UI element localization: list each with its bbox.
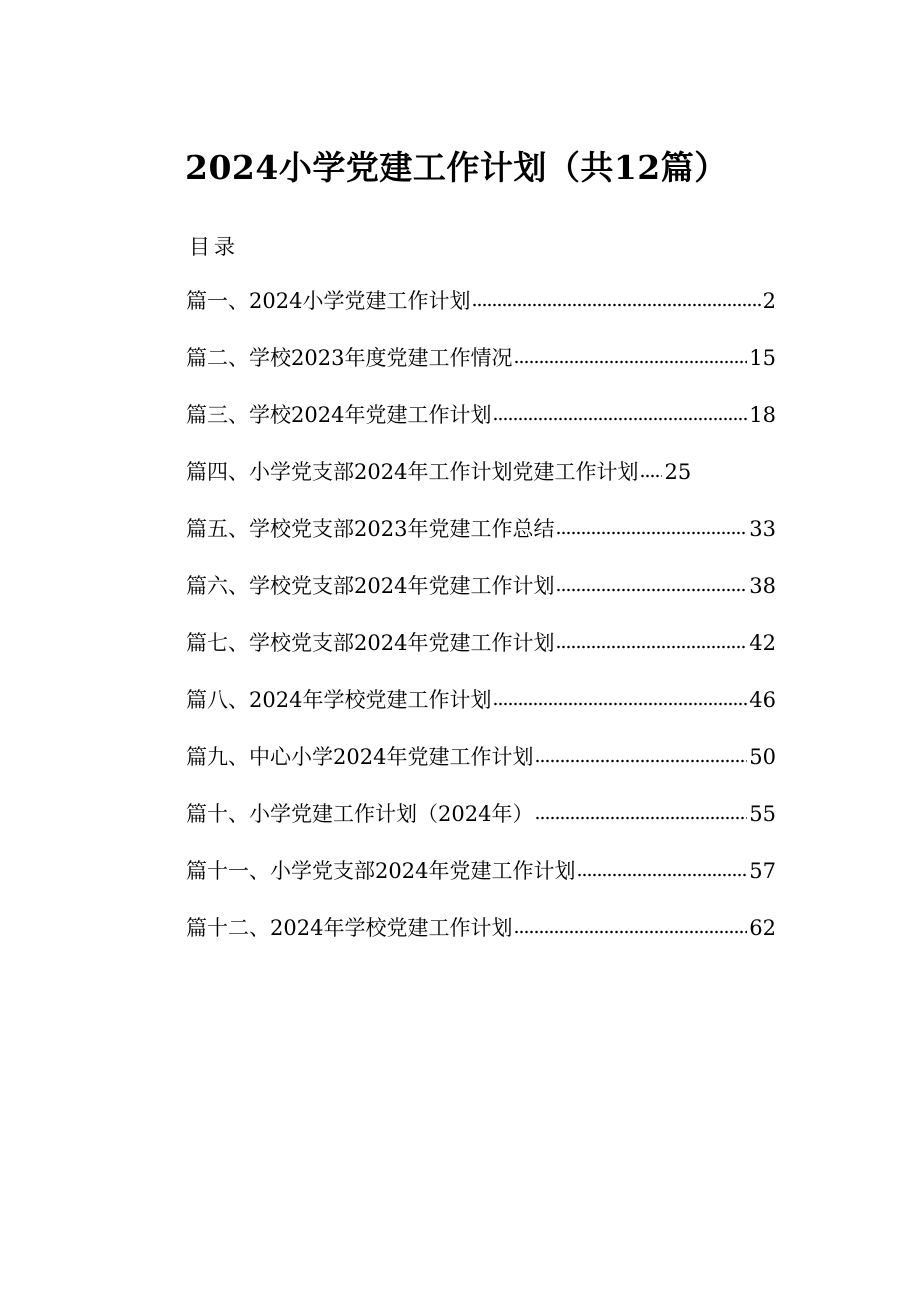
- toc-entry[interactable]: [186, 912, 776, 969]
- toc-entry[interactable]: [186, 798, 776, 855]
- toc-entry[interactable]: [186, 399, 776, 456]
- toc-entry-page: 2: [762, 289, 776, 313]
- toc-entry-page: 42: [749, 631, 776, 655]
- toc-entry[interactable]: [186, 741, 776, 798]
- toc-entry-page: 38: [749, 574, 776, 598]
- toc-entry[interactable]: [186, 456, 776, 513]
- toc-leader-dots: [577, 855, 747, 877]
- toc-entry[interactable]: [186, 342, 776, 399]
- toc-leader-dots: [640, 456, 662, 478]
- toc-entry-page: 15: [749, 346, 776, 370]
- toc-leader-dots: [472, 285, 760, 307]
- toc-entry-label: 篇二、学校2023年度党建工作情况: [186, 346, 513, 370]
- toc-entry-page: 46: [749, 688, 776, 712]
- toc-entry-label: 篇五、学校党支部2023年党建工作总结: [186, 517, 555, 541]
- toc-entry-label: 篇七、学校党支部2024年党建工作计划: [186, 631, 555, 655]
- toc-leader-dots: [535, 798, 747, 820]
- toc-entry-page: 55: [749, 802, 776, 826]
- toc-entry[interactable]: [186, 855, 776, 912]
- toc-leader-dots: [556, 513, 747, 535]
- toc-leader-dots: [493, 399, 747, 421]
- toc-leader-dots: [535, 741, 747, 763]
- toc-entry-label: 篇十一、小学党支部2024年党建工作计划: [186, 859, 576, 883]
- toc-heading: 目录: [189, 235, 239, 259]
- toc-entry-page: 18: [749, 403, 776, 427]
- toc-leader-dots: [514, 342, 747, 364]
- toc-entry-label: 篇十、小学党建工作计划（2024年）: [186, 802, 534, 826]
- toc-leader-dots: [514, 912, 747, 934]
- toc-entry[interactable]: [186, 285, 776, 342]
- toc-entry[interactable]: [186, 513, 776, 570]
- toc-leader-dots: [493, 684, 747, 706]
- toc-leader-dots: [556, 627, 747, 649]
- toc-entry-page: 33: [749, 517, 776, 541]
- toc-entry-label: 篇六、学校党支部2024年党建工作计划: [186, 574, 555, 598]
- toc-entry[interactable]: [186, 684, 776, 741]
- toc-entry-label: 篇十二、2024年学校党建工作计划: [186, 916, 513, 940]
- toc-entry-page: 57: [749, 859, 776, 883]
- toc-entry-label: 篇一、2024小学党建工作计划: [186, 289, 471, 313]
- toc-entry-label: 篇八、2024年学校党建工作计划: [186, 688, 492, 712]
- toc-entry[interactable]: [186, 570, 776, 627]
- table-of-contents: [186, 285, 776, 969]
- toc-entry[interactable]: [186, 627, 776, 684]
- toc-entry-page: 25: [664, 460, 692, 484]
- toc-entry-page: 50: [749, 745, 776, 769]
- toc-entry-label: 篇三、学校2024年党建工作计划: [186, 403, 492, 427]
- toc-entry-page: 62: [749, 916, 776, 940]
- toc-entry-label: 篇四、小学党支部2024年工作计划党建工作计划: [186, 460, 639, 484]
- toc-entry-label: 篇九、中心小学2024年党建工作计划: [186, 745, 534, 769]
- toc-leader-dots: [556, 570, 747, 592]
- document-title: 2024小学党建工作计划（共12篇）: [185, 148, 728, 187]
